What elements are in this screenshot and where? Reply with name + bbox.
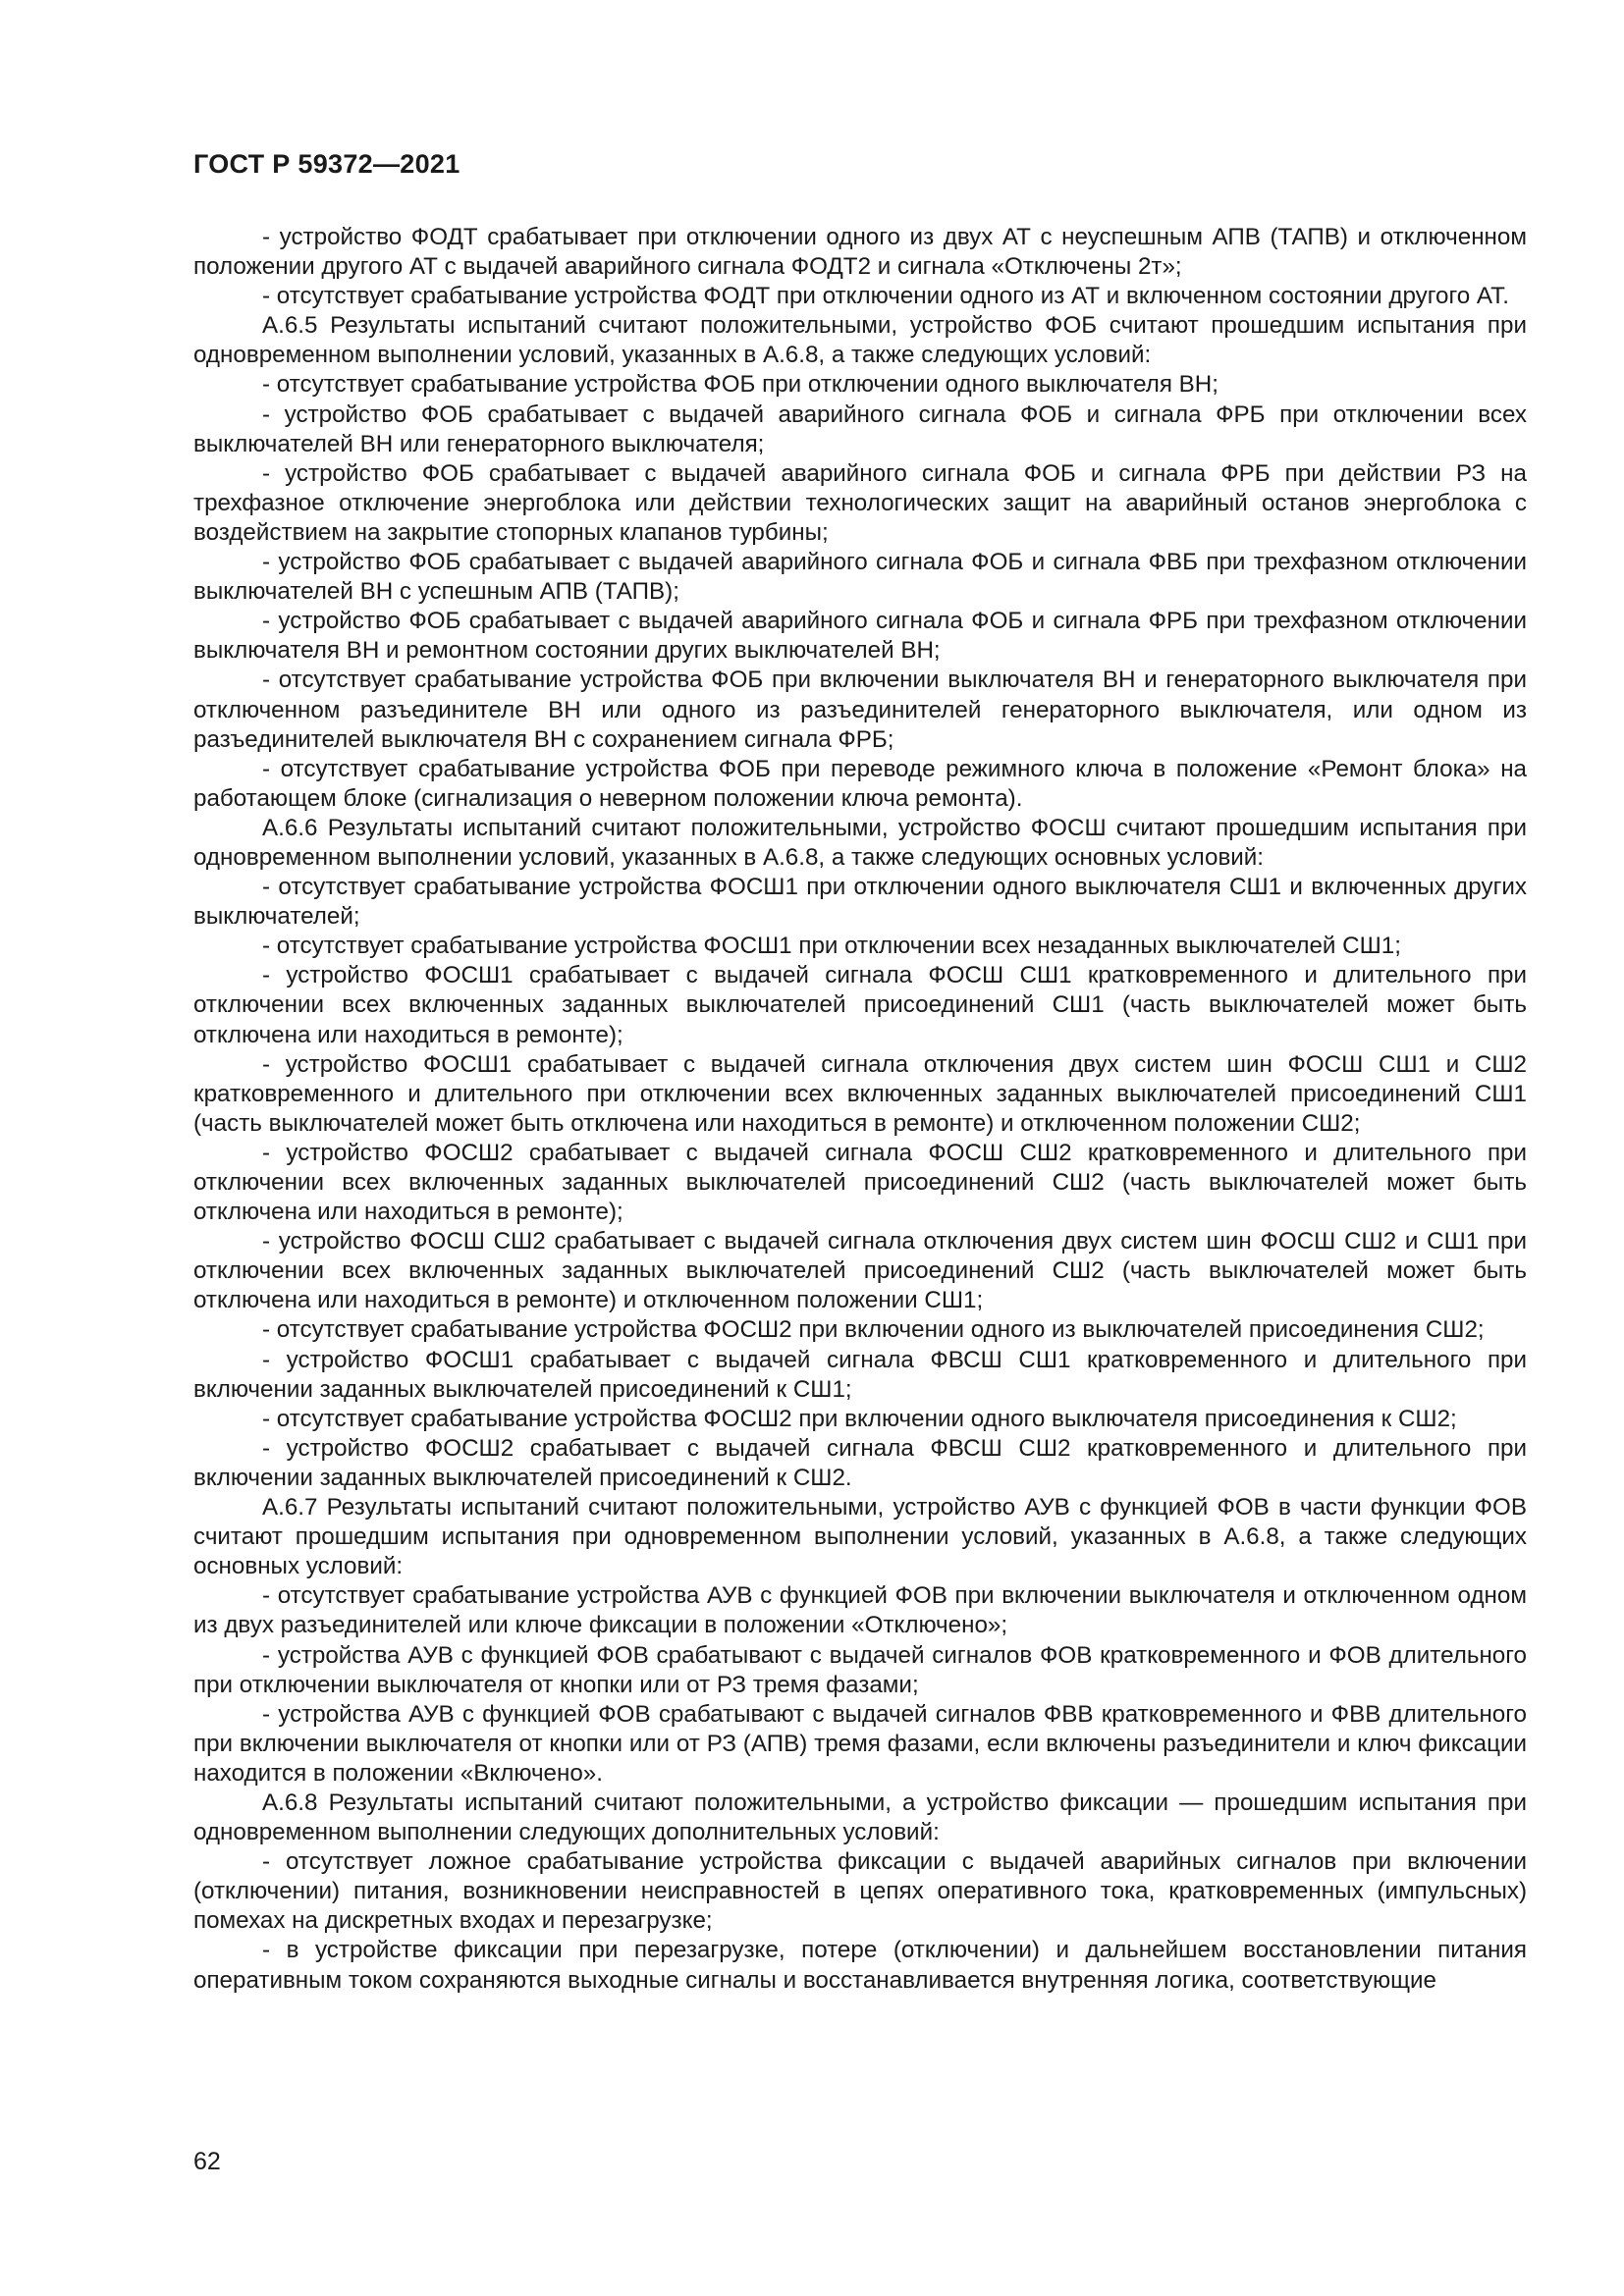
page-number: 62 (193, 2148, 221, 2175)
paragraph: - отсутствует срабатывание устройства ФОСШ2 при включении одного выключателя присоединения к СШ2; (262, 1405, 1457, 1432)
paragraph: А.6.5 Результаты испытаний считают положительными, устройство ФОБ считают прошедшим испытания при одновременном выполнении условий, указанных в А.6.8, а также следующих условий: (193, 312, 1527, 369)
paragraph: - устройство ФОБ срабатывает с выдачей аварийного сигнала ФОБ и сигнала ФРБ при трехфазном отключении выключателя ВН и ремонтном состоянии других выключателей ВН; (193, 608, 1527, 665)
paragraph: - устройства АУВ с функцией ФОВ срабатывают с выдачей сигналов ФОВ кратковременного и ФОВ длительного при отключении выключателя от кнопки или от РЗ тремя фазами; (193, 1641, 1527, 1698)
paragraph: - отсутствует срабатывание устройства ФОБ при отключении одного выключателя ВН; (262, 371, 1218, 399)
paragraph: - отсутствует срабатывание устройства ФОСШ1 при отключении одного выключателя СШ1 и включенных других выключателей; (193, 874, 1527, 931)
paragraph: А.6.7 Результаты испытаний считают положительными, устройство АУВ с функцией ФОВ в части функции ФОВ считают прошедшим испытания при одновременном выполнении условий, указанных в А.6.8, а также следующих основных условий: (193, 1494, 1527, 1580)
paragraph: - устройство ФОБ срабатывает с выдачей аварийного сигнала ФОБ и сигнала ФВБ при трехфазном отключении выключателей ВН с успешным АПВ (ТАПВ); (193, 549, 1527, 606)
paragraph: - отсутствует срабатывание устройства ФОСШ1 при отключении всех незаданных выключателей СШ1; (262, 933, 1401, 960)
paragraph: - отсутствует срабатывание устройства ФОБ при включении выключателя ВН и генераторного выключателя при отключенном разъединителе ВН или одного из разъединителей генераторного выключателя, или одном из разъединителей выключателя ВН с сохранением сигнала ФРБ; (193, 667, 1527, 753)
paragraph: А.6.8 Результаты испытаний считают положительными, а устройство фиксации — прошедшим испытания при одновременном выполнении следующих дополнительных условий: (193, 1789, 1527, 1846)
paragraph: - устройство ФОСШ2 срабатывает с выдачей сигнала ФВСШ СШ2 кратковременного и длительного при включении заданных выключателей присоединений к СШ2. (193, 1434, 1527, 1491)
paragraph: - устройство ФОСШ1 срабатывает с выдачей сигнала ФВСШ СШ1 кратковременного и длительного при включении заданных выключателей присоединений к СШ1; (193, 1346, 1527, 1403)
paragraph: - отсутствует срабатывание устройства ФОСШ2 при включении одного из выключателей присоединения СШ2; (262, 1316, 1485, 1344)
standard-header: ГОСТ Р 59372—2021 (193, 149, 460, 179)
paragraph: - устройство ФОСШ2 срабатывает с выдачей сигнала ФОСШ СШ2 кратковременного и длительного при отключении всех включенных заданных выключателей присоединений СШ2 (часть выключателей может быть отключена или находиться в ремонте); (193, 1139, 1527, 1226)
paragraph: - устройство ФОБ срабатывает с выдачей аварийного сигнала ФОБ и сигнала ФРБ при отключении всех выключателей ВН или генераторного выключателя; (193, 400, 1527, 457)
paragraph: - отсутствует срабатывание устройства ФОДТ при отключении одного из АТ и включенном состоянии другого АТ. (262, 283, 1509, 310)
paragraph: - устройство ФОСШ1 срабатывает с выдачей сигнала отключения двух систем шин ФОСШ СШ1 и СШ2 кратковременного и длительного при отключении всех включенных заданных выключателей присоединений СШ1 (часть выключателей может быть отключена или находиться в ремонте) и отключенном положении СШ2; (193, 1050, 1527, 1137)
paragraph: - устройство ФОСШ СШ2 срабатывает с выдачей сигнала отключения двух систем шин ФОСШ СШ2 и СШ1 при отключении всех включенных заданных выключателей присоединений СШ2 (часть выключателей может быть отключена или находиться в ремонте) и отключенном положении СШ1; (193, 1228, 1527, 1314)
paragraph: - отсутствует срабатывание устройства АУВ с функцией ФОВ при включении выключателя и отключенном одном из двух разъединителей или ключе фиксации в положении «Отключено»; (193, 1582, 1527, 1639)
paragraph: - устройство ФОБ срабатывает с выдачей аварийного сигнала ФОБ и сигнала ФРБ при действии РЗ на трехфазное отключение энергоблока или действии технологических защит на аварийный останов энергоблока с воздействием на закрытие стопорных клапанов турбины; (193, 459, 1527, 546)
paragraph: - в устройстве фиксации при перезагрузке, потере (отключении) и дальнейшем восстановлении питания оперативным током сохраняются выходные сигналы и восстанавливается внутренняя логика, соответствующие (193, 1937, 1527, 1994)
paragraph: А.6.6 Результаты испытаний считают положительными, устройство ФОСШ считают прошедшим испытания при одновременном выполнении условий, указанных в А.6.8, а также следующих основных условий: (193, 814, 1527, 871)
paragraph: - устройства АУВ с функцией ФОВ срабатывают с выдачей сигналов ФВВ кратковременного и ФВВ длительного при включении выключателя от кнопки или от РЗ (АПВ) тремя фазами, если включены разъединители и ключ фиксации находится в положении «Включено». (193, 1700, 1527, 1787)
paragraph: - отсутствует срабатывание устройства ФОБ при переводе режимного ключа в положение «Ремонт блока» на работающем блоке (сигнализация о неверном положении ключа ремонта). (193, 755, 1527, 812)
paragraph: - отсутствует ложное срабатывание устройства фиксации с выдачей аварийных сигналов при включении (отключении) питания, возникновении неисправностей в цепях оперативного тока, кратковременных (импульсных) помехах на дискретных входах и перезагрузке; (193, 1848, 1527, 1935)
paragraph: - устройство ФОСШ1 срабатывает с выдачей сигнала ФОСШ СШ1 кратковременного и длительного при отключении всех включенных заданных выключателей присоединений СШ1 (часть выключателей может быть отключена или находиться в ремонте); (193, 962, 1527, 1048)
paragraph: - устройство ФОДТ срабатывает при отключении одного из двух АТ с неуспешным АПВ (ТАПВ) и отключенном положении другого АТ с выдачей аварийного сигнала ФОДТ2 и сигнала «Отключены 2т»; (193, 224, 1527, 281)
body-text (193, 223, 1527, 1996)
